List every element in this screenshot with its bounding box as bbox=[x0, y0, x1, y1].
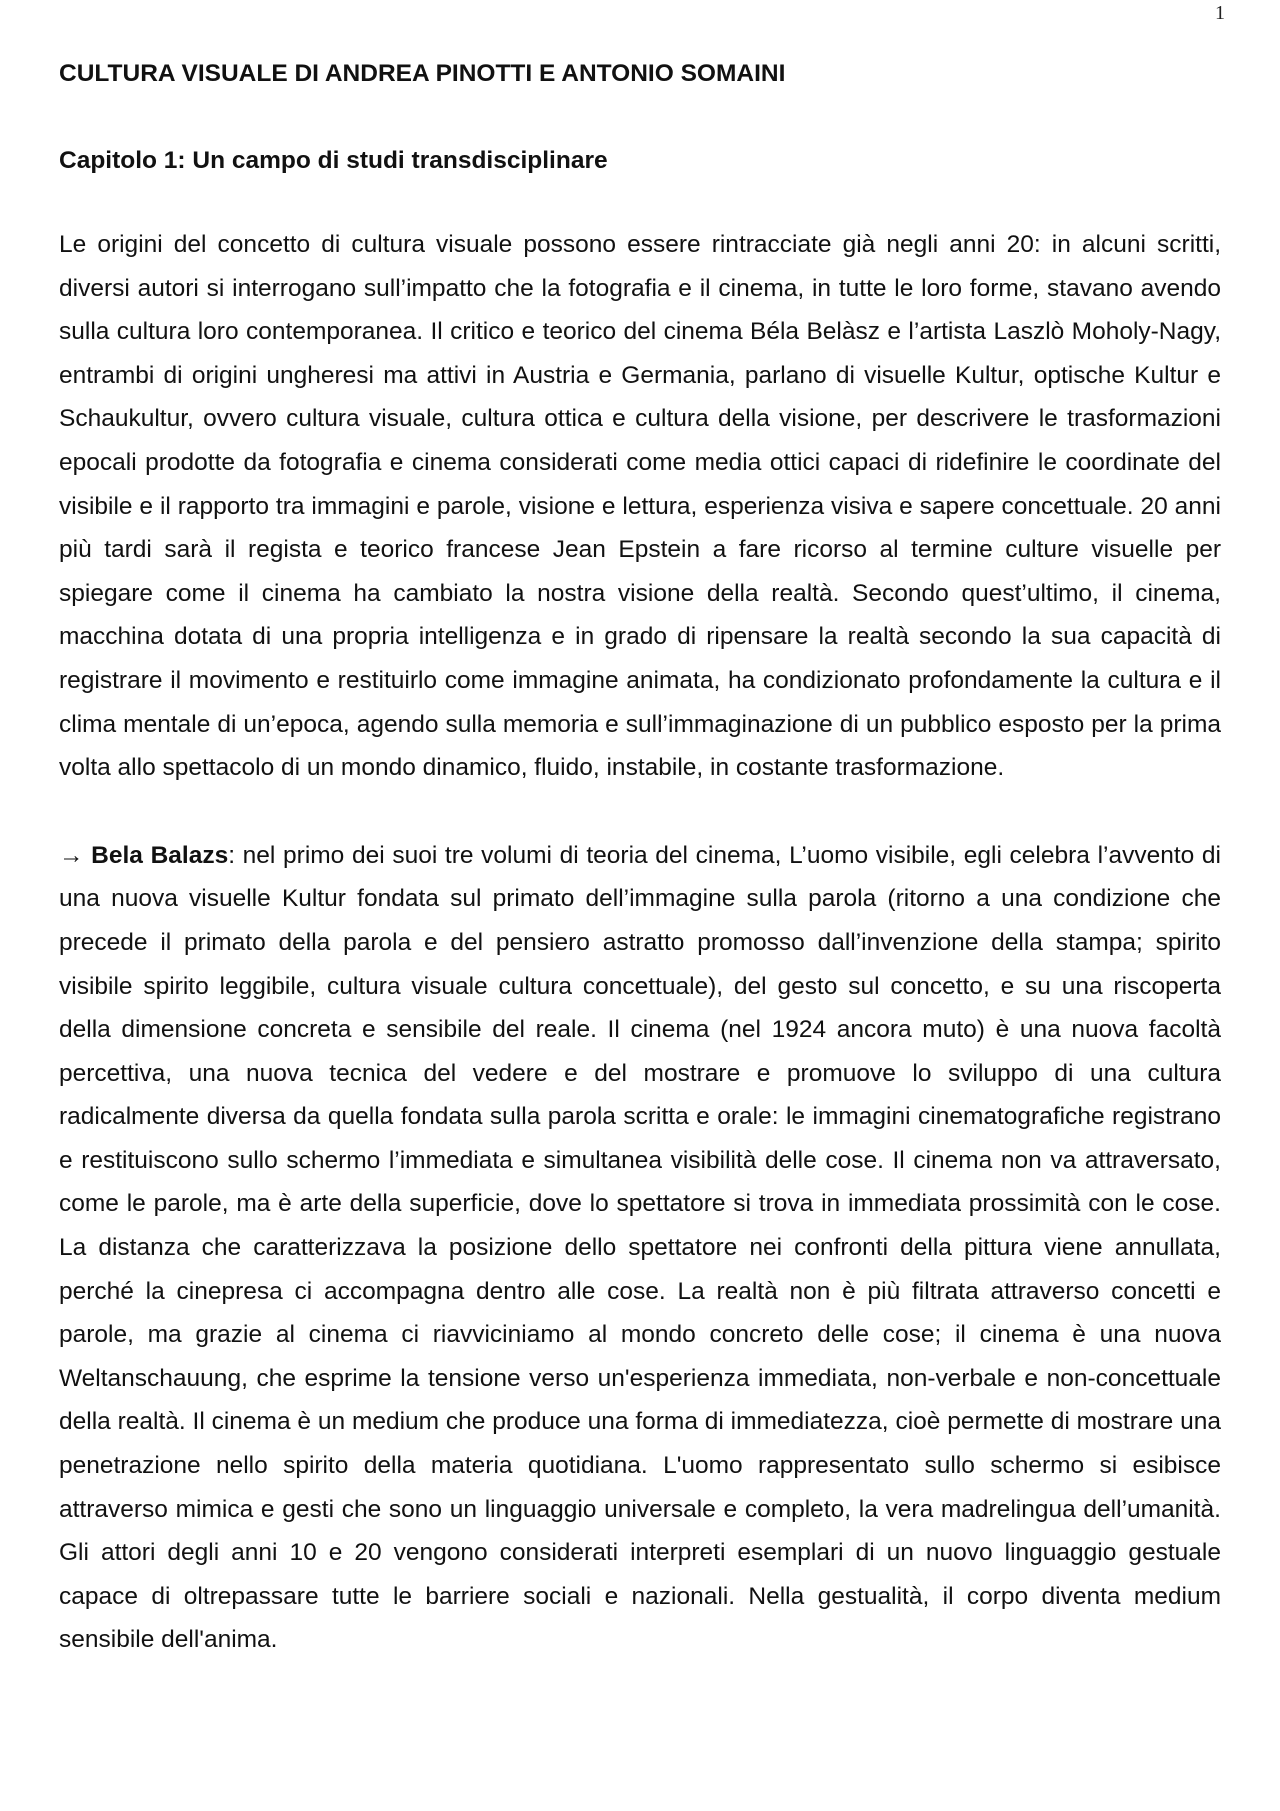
paragraph-balazs bbox=[59, 834, 1221, 1662]
paragraph-balazs-text: : nel primo dei suoi tre volumi di teoria del cinema, L’uomo visibile, egli celebra l’avvento di una nuova visuelle Kultur fondata sul primato dell’immagine sulla parola (ritorno a una condizione che precede il primato della parola e del pensiero astratto promosso dall’invenzione della stampa; spirito visibile spirito leggibile, cultura visuale cultura concettuale), del gesto sul concetto, e su una riscoperta della dimensione concreta e sensibile del reale. Il cinema (nel 1924 ancora muto) è una nuova facoltà percettiva, una nuova tecnica del vedere e del mostrare e promuove lo sviluppo di una cultura radicalmente diversa da quella fondata sulla parola scritta e orale: le immagini cinematografiche registrano e restituiscono sullo schermo l’immediata e simultanea visibilità delle cose. Il cinema non va attraversato, come le parole, ma è arte della superficie, dove lo spettatore si trova in immediata prossimità con le cose. La distanza che caratterizzava la posizione dello spettatore nei confronti della pittura viene annullata, perché la cinepresa ci accompagna dentro alle cose. La realtà non è più filtrata attraverso concetti e parole, ma grazie al cinema ci riavviciniamo al mondo concreto delle cose; il cinema è una nuova Weltanschauung, che esprime la tensione verso un'esperienza immediata, non-verbale e non-concettuale della realtà. Il cinema è un medium che produce una forma di immediatezza, cioè permette di mostrare una penetrazione nello spirito della materia quotidiana. L'uomo rappresentato sullo schermo si esibisce attraverso mimica e gesti che sono un linguaggio universale e completo, la vera madrelingua dell’umanità. Gli attori degli anni 10 e 20 vengono considerati interpreti esemplari di un nuovo linguaggio gestuale capace di oltrepassare tutte le barriere sociali e nazionali. Nella gestualità, il corpo diventa medium sensibile dell'anima. bbox=[59, 841, 1221, 1654]
arrow-icon: → bbox=[59, 841, 84, 869]
document-title: CULTURA VISUALE DI ANDREA PINOTTI E ANTONIO SOMAINI bbox=[59, 60, 786, 87]
page-number: 1 bbox=[1215, 2, 1225, 24]
document-body bbox=[59, 58, 1221, 1662]
chapter-title: Capitolo 1: Un campo di studi transdisciplinare bbox=[59, 147, 608, 174]
paragraph-lead-term: Bela Balazs bbox=[91, 841, 229, 869]
paragraph-origins: Le origini del concetto di cultura visuale possono essere rintracciate già negli anni 20: in alcuni scritti, diversi autori si interrogano sull’impatto che la fotografia e il cinema, in tutte le loro forme, stavano avendo sulla cultura loro contemporanea. Il critico e teorico del cinema Béla Belàsz e l’artista Laszlò Moholy-Nagy, entrambi di origini ungheresi ma attivi in Austria e Germania, parlano di visuelle Kultur, optische Kultur e Schaukultur, ovvero cultura visuale, cultura ottica e cultura della visione, per descrivere le trasformazioni epocali prodotte da fotografia e cinema considerati come media ottici capaci di ridefinire le coordinate del visibile e il rapporto tra immagini e parole, visione e lettura, esperienza visiva e sapere concettuale. 20 anni più tardi sarà il regista e teorico francese Jean Epstein a fare ricorso al termine culture visuelle per spiegare come il cinema ha cambiato la nostra visione della realtà. Secondo quest’ultimo, il cinema, macchina dotata di una propria intelligenza e in grado di ripensare la realtà secondo la sua capacità di registrare il movimento e restituirlo come immagine animata, ha condizionato profondamente la cultura e il clima mentale di un’epoca, agendo sulla memoria e sull’immaginazione di un pubblico esposto per la prima volta allo spettacolo di un mondo dinamico, fluido, instabile, in costante trasformazione. bbox=[59, 231, 1221, 782]
